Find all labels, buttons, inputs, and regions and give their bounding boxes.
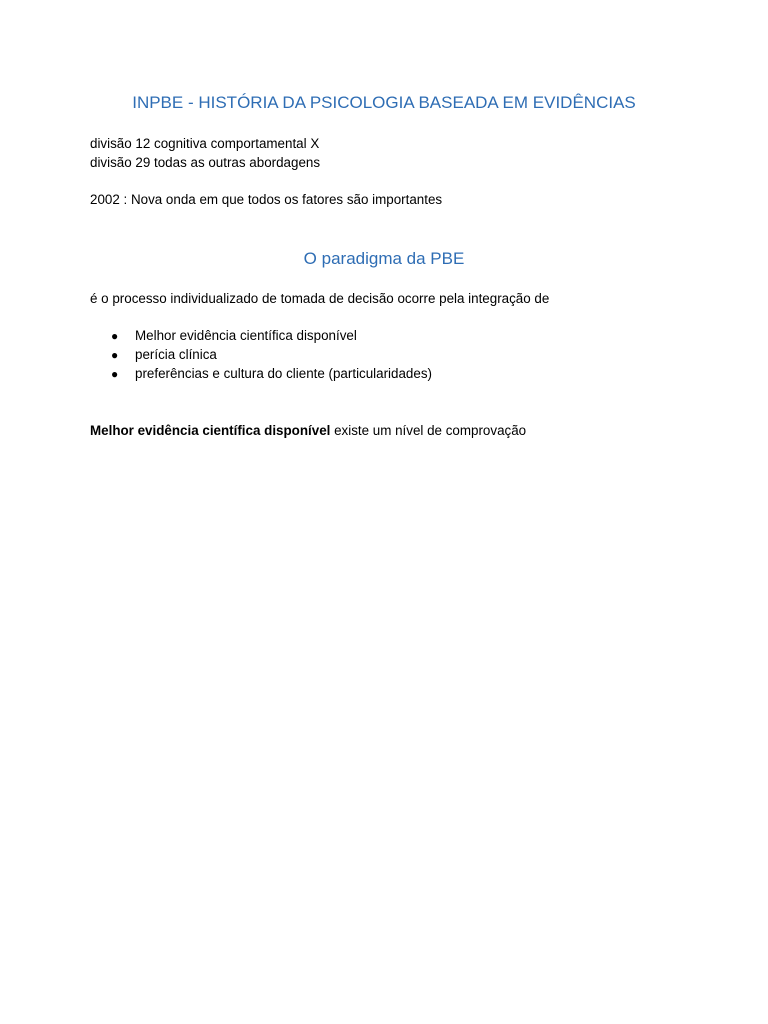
intro-line-division-12: divisão 12 cognitiva comportamental X <box>90 136 320 151</box>
final-paragraph-bold: Melhor evidência científica disponível <box>90 423 331 438</box>
definition-paragraph: é o processo individualizado de tomada de decisão ocorre pela integração de <box>90 291 550 306</box>
bullet-icon: ● <box>111 367 119 381</box>
final-paragraph-rest: existe um nível de comprovação <box>330 423 527 438</box>
section-heading: O paradigma da PBE <box>303 249 465 268</box>
list-item-text: perícia clínica <box>135 347 217 362</box>
bullet-icon: ● <box>111 329 119 343</box>
bullet-icon: ● <box>111 348 119 362</box>
final-paragraph <box>90 422 526 440</box>
document-title: INPBE - HISTÓRIA DA PSICOLOGIA BASEADA EM EVIDÊNCIAS <box>132 93 636 112</box>
note-2002: 2002 : Nova onda em que todos os fatores são importantes <box>90 192 443 207</box>
list-item-text: preferências e cultura do cliente (particularidades) <box>135 366 432 381</box>
list-item-text: Melhor evidência científica disponível <box>135 328 357 343</box>
intro-line-division-29: divisão 29 todas as outras abordagens <box>90 155 321 170</box>
